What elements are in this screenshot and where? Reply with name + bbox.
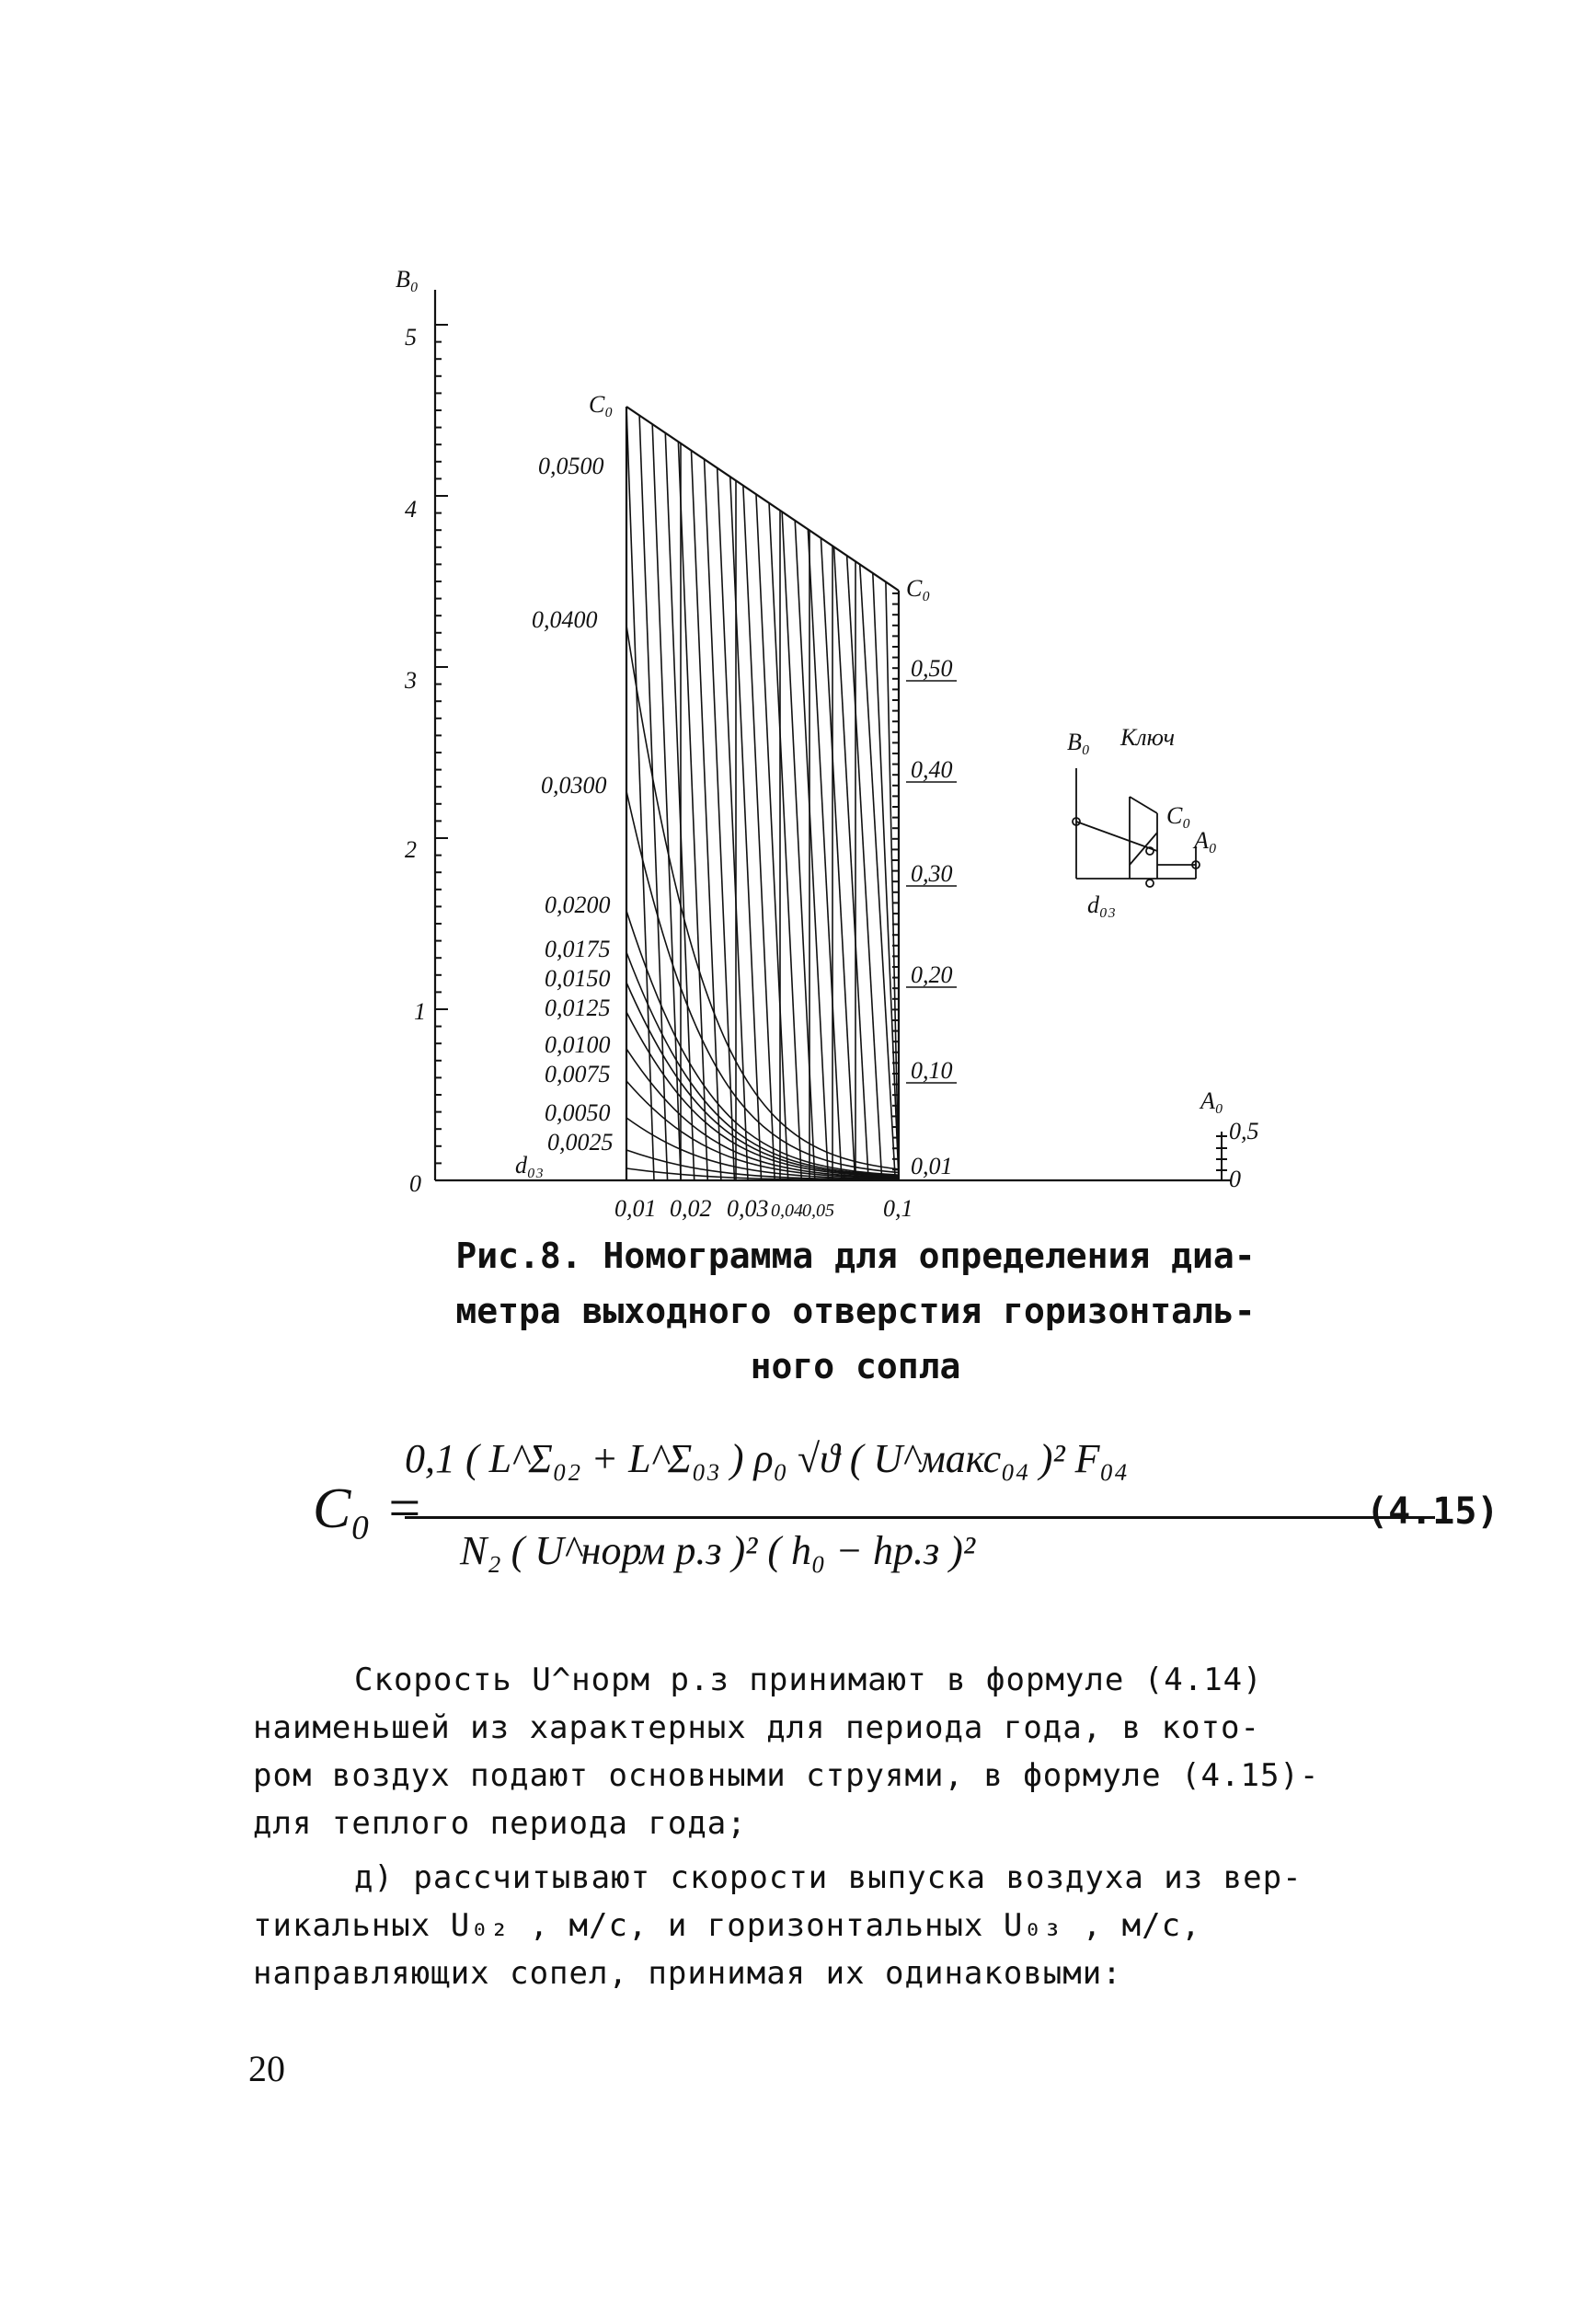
a0-label: A₀ — [1200, 1087, 1223, 1114]
key-d03: d₀₃ — [1087, 891, 1117, 918]
p1-line-3: ром воздух подают основными струями, в формуле (4.15)- — [253, 1757, 1320, 1794]
fan-line — [639, 416, 667, 1180]
right-value-040: 0,40 — [911, 756, 953, 783]
bottom-value-005: 0,05 — [802, 1201, 834, 1221]
left-value-0025: 0,0025 — [547, 1129, 614, 1156]
fan-line — [756, 494, 788, 1180]
key-b0: B₀ — [1067, 729, 1090, 755]
key-title: Ключ — [1120, 724, 1175, 751]
paragraph-1 — [253, 1656, 1486, 1847]
formula-denominator: N₂ ( U^норм р.з )² ( h₀ − hр.з )² — [460, 1528, 976, 1573]
b0-tick-2: 2 — [405, 836, 417, 863]
left-value-0400: 0,0400 — [532, 606, 598, 633]
p1-line-2: наименьшей из характерных для периода года, в кото- — [253, 1709, 1260, 1746]
caption-line-3: ного сопла — [750, 1346, 961, 1386]
b0-tick-1: 1 — [414, 998, 426, 1025]
fan-line — [730, 477, 762, 1180]
left-value-0050: 0,0050 — [545, 1099, 611, 1126]
b0-tick-0: 0 — [409, 1170, 421, 1197]
left-value-0300: 0,0300 — [541, 772, 607, 799]
caption-line-1: Рис.8. Номограмма для определения диа- — [455, 1236, 1256, 1276]
left-value-0200: 0,0200 — [545, 891, 611, 918]
paragraph-2 — [253, 1854, 1486, 1997]
left-value-0075: 0,0075 — [545, 1061, 611, 1087]
b0-axis-label: B₀ — [396, 266, 419, 293]
fan-line — [743, 486, 775, 1180]
b0-tick-4: 4 — [405, 496, 417, 523]
p1-line-1: Скорость U^норм р.з принимают в формуле (4.14) — [354, 1662, 1263, 1698]
p1-line-4: для теплого периода года; — [253, 1805, 747, 1842]
p2-line-2: тикальных U₀₂ , м/с, и горизонтальных U₀₃ , м/с, — [253, 1907, 1201, 1944]
left-value-0100: 0,0100 — [545, 1031, 611, 1058]
fan-line — [626, 407, 654, 1180]
right-value-050: 0,50 — [911, 655, 953, 682]
bottom-value-004: 0,04 — [771, 1201, 803, 1221]
right-value-001: 0,01 — [911, 1153, 953, 1179]
formula-numerator: 0,1 ( L^Σ₀₂ + L^Σ₀₃ ) ρ₀ √ϑ ( U^макс₀₄ )² F₀₄ — [405, 1436, 1129, 1481]
right-value-010: 0,10 — [911, 1057, 953, 1084]
formula-number: (4.15) — [1366, 1490, 1499, 1533]
left-value-0500: 0,0500 — [538, 453, 604, 479]
a0-value-0: 0 — [1229, 1166, 1241, 1192]
bottom-value-001: 0,01 — [614, 1195, 657, 1222]
b0-tick-5: 5 — [405, 324, 417, 351]
bottom-value-01: 0,1 — [883, 1195, 913, 1222]
right-value-030: 0,30 — [911, 860, 953, 887]
caption-line-2: метра выходного отверстия горизонталь- — [455, 1291, 1256, 1331]
a0-value-05: 0,5 — [1229, 1118, 1259, 1144]
left-d03-label: d₀₃ — [515, 1152, 545, 1179]
right-value-020: 0,20 — [911, 961, 953, 988]
nomogram-curve — [626, 626, 899, 1169]
fan-line — [808, 529, 842, 1180]
fan-line — [795, 521, 828, 1180]
left-value-0150: 0,0150 — [545, 965, 611, 992]
figure-caption — [350, 1228, 1361, 1394]
p2-line-3: направляющих сопел, принимая их одинаковыми: — [253, 1955, 1122, 1992]
b0-tick-3: 3 — [405, 667, 417, 694]
formula-lhs: C₀ = — [313, 1478, 424, 1540]
bottom-value-002: 0,02 — [670, 1195, 712, 1222]
left-value-0175: 0,0175 — [545, 936, 611, 962]
page-number: 20 — [248, 2048, 285, 2089]
fan-line — [691, 451, 720, 1180]
right-c0-label: C₀ — [906, 575, 931, 602]
bottom-value-003: 0,03 — [727, 1195, 769, 1222]
key-c0: C₀ — [1166, 802, 1191, 829]
fan-line — [652, 424, 681, 1180]
p2-line-1: д) рассчитывают скорости выпуска воздуха из вер- — [354, 1859, 1303, 1896]
left-c0-label: C₀ — [589, 391, 614, 418]
fan-line — [769, 503, 801, 1180]
fan-line — [665, 433, 694, 1180]
key-a0: A₀ — [1194, 827, 1217, 854]
formula-fraction-bar — [405, 1516, 1435, 1519]
left-value-0125: 0,0125 — [545, 995, 611, 1021]
formula-4-15 — [313, 1435, 1509, 1601]
